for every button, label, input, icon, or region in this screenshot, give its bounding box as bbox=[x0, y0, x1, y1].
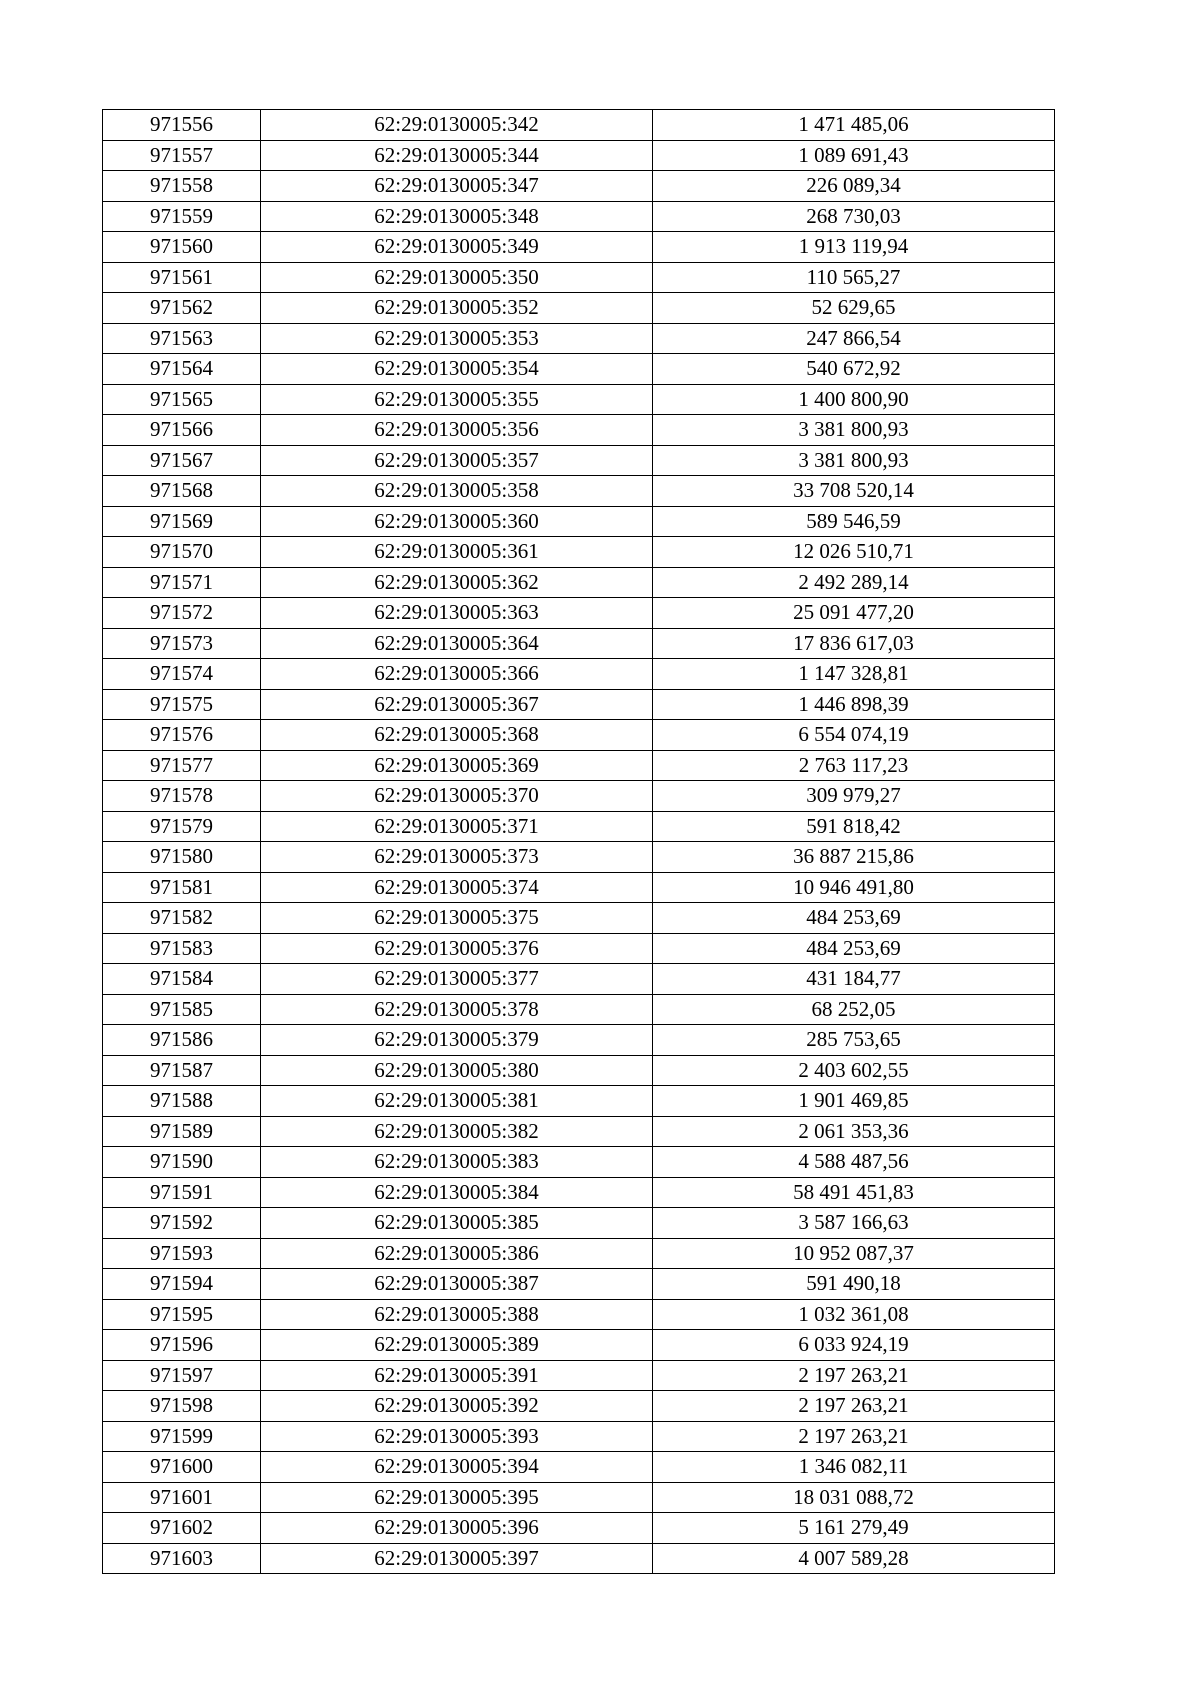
table-row bbox=[103, 1238, 1055, 1269]
cadastral-value-cell: 3 381 800,93 bbox=[653, 415, 1055, 446]
cadastral-value-cell: 1 147 328,81 bbox=[653, 659, 1055, 690]
table-row bbox=[103, 1269, 1055, 1300]
row-number-cell: 971602 bbox=[103, 1513, 261, 1544]
table-row bbox=[103, 1025, 1055, 1056]
cadastral-number-cell: 62:29:0130005:383 bbox=[261, 1147, 653, 1178]
table-row bbox=[103, 323, 1055, 354]
cadastral-number-cell: 62:29:0130005:374 bbox=[261, 872, 653, 903]
cadastral-number-cell: 62:29:0130005:368 bbox=[261, 720, 653, 751]
table-row bbox=[103, 171, 1055, 202]
row-number-cell: 971575 bbox=[103, 689, 261, 720]
row-number-cell: 971562 bbox=[103, 293, 261, 324]
cadastral-value-cell: 2 061 353,36 bbox=[653, 1116, 1055, 1147]
row-number-cell: 971556 bbox=[103, 110, 261, 141]
cadastral-value-cell: 484 253,69 bbox=[653, 933, 1055, 964]
cadastral-number-cell: 62:29:0130005:357 bbox=[261, 445, 653, 476]
table-row bbox=[103, 1360, 1055, 1391]
row-number-cell: 971570 bbox=[103, 537, 261, 568]
cadastral-number-cell: 62:29:0130005:367 bbox=[261, 689, 653, 720]
row-number-cell: 971592 bbox=[103, 1208, 261, 1239]
table-row bbox=[103, 567, 1055, 598]
cadastral-value-cell: 309 979,27 bbox=[653, 781, 1055, 812]
table-row bbox=[103, 689, 1055, 720]
table-row bbox=[103, 506, 1055, 537]
cadastral-number-cell: 62:29:0130005:377 bbox=[261, 964, 653, 995]
cadastral-number-cell: 62:29:0130005:396 bbox=[261, 1513, 653, 1544]
row-number-cell: 971576 bbox=[103, 720, 261, 751]
cadastral-value-cell: 10 946 491,80 bbox=[653, 872, 1055, 903]
cadastral-number-cell: 62:29:0130005:342 bbox=[261, 110, 653, 141]
cadastral-number-cell: 62:29:0130005:344 bbox=[261, 140, 653, 171]
row-number-cell: 971563 bbox=[103, 323, 261, 354]
row-number-cell: 971597 bbox=[103, 1360, 261, 1391]
row-number-cell: 971594 bbox=[103, 1269, 261, 1300]
cadastral-value-cell: 4 588 487,56 bbox=[653, 1147, 1055, 1178]
cadastral-number-cell: 62:29:0130005:361 bbox=[261, 537, 653, 568]
table-row bbox=[103, 1086, 1055, 1117]
row-number-cell: 971581 bbox=[103, 872, 261, 903]
cadastral-number-cell: 62:29:0130005:395 bbox=[261, 1482, 653, 1513]
cadastral-number-cell: 62:29:0130005:362 bbox=[261, 567, 653, 598]
table-row bbox=[103, 354, 1055, 385]
row-number-cell: 971595 bbox=[103, 1299, 261, 1330]
table-row bbox=[103, 1147, 1055, 1178]
cadastral-number-cell: 62:29:0130005:353 bbox=[261, 323, 653, 354]
cadastral-value-cell: 3 381 800,93 bbox=[653, 445, 1055, 476]
table-row bbox=[103, 1330, 1055, 1361]
row-number-cell: 971565 bbox=[103, 384, 261, 415]
cadastral-number-cell: 62:29:0130005:384 bbox=[261, 1177, 653, 1208]
table-row bbox=[103, 994, 1055, 1025]
cadastral-value-cell: 52 629,65 bbox=[653, 293, 1055, 324]
table-row bbox=[103, 1543, 1055, 1574]
cadastral-number-cell: 62:29:0130005:360 bbox=[261, 506, 653, 537]
table-row bbox=[103, 1299, 1055, 1330]
row-number-cell: 971574 bbox=[103, 659, 261, 690]
cadastral-value-cell: 1 471 485,06 bbox=[653, 110, 1055, 141]
cadastral-value-cell: 58 491 451,83 bbox=[653, 1177, 1055, 1208]
cadastral-value-cell: 2 492 289,14 bbox=[653, 567, 1055, 598]
cadastral-number-cell: 62:29:0130005:358 bbox=[261, 476, 653, 507]
cadastral-number-cell: 62:29:0130005:388 bbox=[261, 1299, 653, 1330]
row-number-cell: 971557 bbox=[103, 140, 261, 171]
row-number-cell: 971578 bbox=[103, 781, 261, 812]
row-number-cell: 971596 bbox=[103, 1330, 261, 1361]
cadastral-value-cell: 589 546,59 bbox=[653, 506, 1055, 537]
table-row bbox=[103, 964, 1055, 995]
cadastral-value-cell: 5 161 279,49 bbox=[653, 1513, 1055, 1544]
row-number-cell: 971577 bbox=[103, 750, 261, 781]
cadastral-value-cell: 431 184,77 bbox=[653, 964, 1055, 995]
table-row bbox=[103, 232, 1055, 263]
row-number-cell: 971573 bbox=[103, 628, 261, 659]
row-number-cell: 971603 bbox=[103, 1543, 261, 1574]
cadastral-number-cell: 62:29:0130005:348 bbox=[261, 201, 653, 232]
table-row bbox=[103, 842, 1055, 873]
row-number-cell: 971559 bbox=[103, 201, 261, 232]
table-row bbox=[103, 1482, 1055, 1513]
table-row bbox=[103, 293, 1055, 324]
cadastral-number-cell: 62:29:0130005:393 bbox=[261, 1421, 653, 1452]
table-row bbox=[103, 1452, 1055, 1483]
table-row bbox=[103, 1391, 1055, 1422]
row-number-cell: 971584 bbox=[103, 964, 261, 995]
cadastral-value-cell: 6 554 074,19 bbox=[653, 720, 1055, 751]
cadastral-number-cell: 62:29:0130005:354 bbox=[261, 354, 653, 385]
row-number-cell: 971567 bbox=[103, 445, 261, 476]
cadastral-number-cell: 62:29:0130005:389 bbox=[261, 1330, 653, 1361]
row-number-cell: 971585 bbox=[103, 994, 261, 1025]
row-number-cell: 971593 bbox=[103, 1238, 261, 1269]
table-row bbox=[103, 476, 1055, 507]
cadastral-value-cell: 18 031 088,72 bbox=[653, 1482, 1055, 1513]
cadastral-value-cell: 4 007 589,28 bbox=[653, 1543, 1055, 1574]
row-number-cell: 971572 bbox=[103, 598, 261, 629]
cadastral-number-cell: 62:29:0130005:378 bbox=[261, 994, 653, 1025]
cadastral-value-cell: 247 866,54 bbox=[653, 323, 1055, 354]
cadastral-value-table bbox=[102, 109, 1055, 1574]
table-row bbox=[103, 933, 1055, 964]
table-row bbox=[103, 750, 1055, 781]
table-row bbox=[103, 903, 1055, 934]
row-number-cell: 971598 bbox=[103, 1391, 261, 1422]
cadastral-value-cell: 6 033 924,19 bbox=[653, 1330, 1055, 1361]
cadastral-value-cell: 68 252,05 bbox=[653, 994, 1055, 1025]
row-number-cell: 971589 bbox=[103, 1116, 261, 1147]
cadastral-value-cell: 110 565,27 bbox=[653, 262, 1055, 293]
row-number-cell: 971569 bbox=[103, 506, 261, 537]
cadastral-number-cell: 62:29:0130005:382 bbox=[261, 1116, 653, 1147]
cadastral-value-cell: 2 197 263,21 bbox=[653, 1391, 1055, 1422]
table-row bbox=[103, 384, 1055, 415]
table-row bbox=[103, 1208, 1055, 1239]
row-number-cell: 971586 bbox=[103, 1025, 261, 1056]
cadastral-value-cell: 17 836 617,03 bbox=[653, 628, 1055, 659]
cadastral-number-cell: 62:29:0130005:375 bbox=[261, 903, 653, 934]
cadastral-value-cell: 591 818,42 bbox=[653, 811, 1055, 842]
row-number-cell: 971568 bbox=[103, 476, 261, 507]
cadastral-number-cell: 62:29:0130005:364 bbox=[261, 628, 653, 659]
row-number-cell: 971571 bbox=[103, 567, 261, 598]
cadastral-value-cell: 268 730,03 bbox=[653, 201, 1055, 232]
cadastral-number-cell: 62:29:0130005:392 bbox=[261, 1391, 653, 1422]
row-number-cell: 971590 bbox=[103, 1147, 261, 1178]
cadastral-value-cell: 12 026 510,71 bbox=[653, 537, 1055, 568]
cadastral-number-cell: 62:29:0130005:369 bbox=[261, 750, 653, 781]
row-number-cell: 971582 bbox=[103, 903, 261, 934]
cadastral-number-cell: 62:29:0130005:352 bbox=[261, 293, 653, 324]
cadastral-number-cell: 62:29:0130005:350 bbox=[261, 262, 653, 293]
table-row bbox=[103, 781, 1055, 812]
row-number-cell: 971591 bbox=[103, 1177, 261, 1208]
cadastral-value-cell: 1 089 691,43 bbox=[653, 140, 1055, 171]
row-number-cell: 971601 bbox=[103, 1482, 261, 1513]
cadastral-number-cell: 62:29:0130005:356 bbox=[261, 415, 653, 446]
row-number-cell: 971588 bbox=[103, 1086, 261, 1117]
table-row bbox=[103, 415, 1055, 446]
cadastral-value-cell: 1 913 119,94 bbox=[653, 232, 1055, 263]
cadastral-value-cell: 33 708 520,14 bbox=[653, 476, 1055, 507]
cadastral-value-cell: 25 091 477,20 bbox=[653, 598, 1055, 629]
table-body bbox=[103, 110, 1055, 1574]
row-number-cell: 971587 bbox=[103, 1055, 261, 1086]
table-row bbox=[103, 1513, 1055, 1544]
table-row bbox=[103, 811, 1055, 842]
cadastral-value-cell: 1 446 898,39 bbox=[653, 689, 1055, 720]
cadastral-value-cell: 2 403 602,55 bbox=[653, 1055, 1055, 1086]
cadastral-number-cell: 62:29:0130005:373 bbox=[261, 842, 653, 873]
cadastral-value-cell: 226 089,34 bbox=[653, 171, 1055, 202]
table-row bbox=[103, 537, 1055, 568]
row-number-cell: 971599 bbox=[103, 1421, 261, 1452]
cadastral-number-cell: 62:29:0130005:371 bbox=[261, 811, 653, 842]
row-number-cell: 971558 bbox=[103, 171, 261, 202]
cadastral-number-cell: 62:29:0130005:381 bbox=[261, 1086, 653, 1117]
cadastral-value-cell: 10 952 087,37 bbox=[653, 1238, 1055, 1269]
cadastral-number-cell: 62:29:0130005:391 bbox=[261, 1360, 653, 1391]
cadastral-value-cell: 2 763 117,23 bbox=[653, 750, 1055, 781]
table-row bbox=[103, 659, 1055, 690]
cadastral-value-cell: 285 753,65 bbox=[653, 1025, 1055, 1056]
cadastral-number-cell: 62:29:0130005:397 bbox=[261, 1543, 653, 1574]
cadastral-number-cell: 62:29:0130005:349 bbox=[261, 232, 653, 263]
row-number-cell: 971580 bbox=[103, 842, 261, 873]
cadastral-value-cell: 3 587 166,63 bbox=[653, 1208, 1055, 1239]
cadastral-number-cell: 62:29:0130005:385 bbox=[261, 1208, 653, 1239]
table-row bbox=[103, 201, 1055, 232]
table-row bbox=[103, 872, 1055, 903]
cadastral-value-cell: 36 887 215,86 bbox=[653, 842, 1055, 873]
table-row bbox=[103, 1116, 1055, 1147]
table-row bbox=[103, 720, 1055, 751]
cadastral-value-cell: 1 346 082,11 bbox=[653, 1452, 1055, 1483]
cadastral-number-cell: 62:29:0130005:376 bbox=[261, 933, 653, 964]
table-row bbox=[103, 628, 1055, 659]
cadastral-value-cell: 1 901 469,85 bbox=[653, 1086, 1055, 1117]
row-number-cell: 971583 bbox=[103, 933, 261, 964]
table-row bbox=[103, 262, 1055, 293]
cadastral-number-cell: 62:29:0130005:347 bbox=[261, 171, 653, 202]
cadastral-value-cell: 2 197 263,21 bbox=[653, 1360, 1055, 1391]
row-number-cell: 971566 bbox=[103, 415, 261, 446]
table-row bbox=[103, 1421, 1055, 1452]
table-row bbox=[103, 1055, 1055, 1086]
cadastral-number-cell: 62:29:0130005:379 bbox=[261, 1025, 653, 1056]
row-number-cell: 971600 bbox=[103, 1452, 261, 1483]
table-row bbox=[103, 445, 1055, 476]
table-row bbox=[103, 598, 1055, 629]
cadastral-number-cell: 62:29:0130005:370 bbox=[261, 781, 653, 812]
table-row bbox=[103, 140, 1055, 171]
row-number-cell: 971560 bbox=[103, 232, 261, 263]
cadastral-number-cell: 62:29:0130005:355 bbox=[261, 384, 653, 415]
table-row bbox=[103, 1177, 1055, 1208]
cadastral-number-cell: 62:29:0130005:380 bbox=[261, 1055, 653, 1086]
cadastral-number-cell: 62:29:0130005:366 bbox=[261, 659, 653, 690]
cadastral-number-cell: 62:29:0130005:386 bbox=[261, 1238, 653, 1269]
cadastral-value-cell: 591 490,18 bbox=[653, 1269, 1055, 1300]
cadastral-value-cell: 540 672,92 bbox=[653, 354, 1055, 385]
row-number-cell: 971564 bbox=[103, 354, 261, 385]
cadastral-number-cell: 62:29:0130005:394 bbox=[261, 1452, 653, 1483]
cadastral-value-cell: 1 400 800,90 bbox=[653, 384, 1055, 415]
row-number-cell: 971561 bbox=[103, 262, 261, 293]
cadastral-value-cell: 2 197 263,21 bbox=[653, 1421, 1055, 1452]
cadastral-number-cell: 62:29:0130005:387 bbox=[261, 1269, 653, 1300]
cadastral-value-cell: 484 253,69 bbox=[653, 903, 1055, 934]
row-number-cell: 971579 bbox=[103, 811, 261, 842]
cadastral-value-cell: 1 032 361,08 bbox=[653, 1299, 1055, 1330]
cadastral-number-cell: 62:29:0130005:363 bbox=[261, 598, 653, 629]
table-row bbox=[103, 110, 1055, 141]
